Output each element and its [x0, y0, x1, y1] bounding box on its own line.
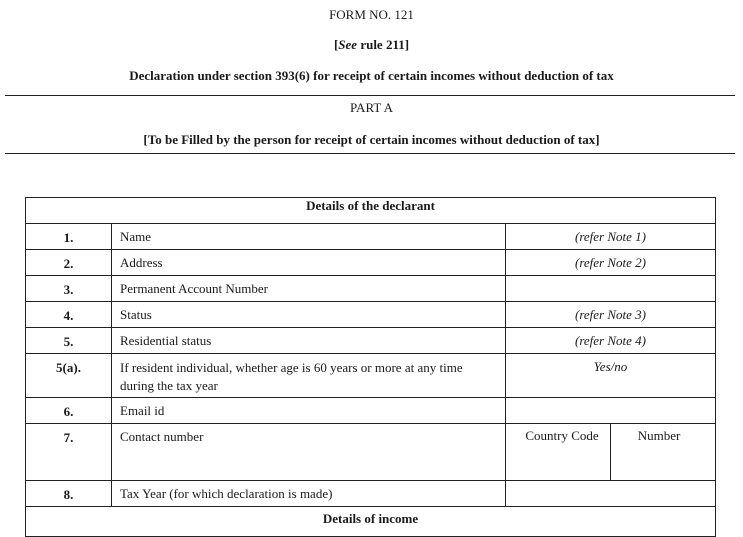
row-number: 7.: [26, 424, 112, 481]
row-note: (refer Note 1): [506, 224, 716, 250]
row-note: Yes/no: [506, 354, 716, 398]
divider-bottom: [5, 153, 735, 154]
row-label: Email id: [112, 398, 506, 424]
see-rule-prefix: See: [338, 37, 358, 52]
row-label: Name: [112, 224, 506, 250]
table-row: [26, 424, 716, 481]
country-code-label: Country Code: [514, 424, 611, 480]
table-row: [26, 481, 716, 507]
row-number: 2.: [26, 250, 112, 276]
row-note: (refer Note 4): [506, 328, 716, 354]
table-row: [26, 250, 716, 276]
declaration-title: Declaration under section 393(6) for receipt of certain incomes without deduction of tax: [129, 68, 614, 83]
row-note: [506, 398, 716, 424]
table-row: [26, 302, 716, 328]
contact-split-cell: [506, 424, 716, 481]
row-note: (refer Note 3): [506, 302, 716, 328]
row-note: [506, 481, 716, 507]
row-label: Contact number: [112, 424, 506, 481]
row-number: 5(a).: [26, 354, 112, 398]
table-row: [26, 276, 716, 302]
see-rule: [See rule 211]: [333, 37, 410, 52]
row-label: Address: [112, 250, 506, 276]
section-title: Details of the declarant: [26, 198, 716, 224]
row-number: 6.: [26, 398, 112, 424]
row-number: 3.: [26, 276, 112, 302]
table-row: [26, 328, 716, 354]
row-number: 1.: [26, 224, 112, 250]
divider-top: [5, 95, 735, 96]
declarant-table: [25, 197, 716, 537]
row-number: 5.: [26, 328, 112, 354]
row-number: 4.: [26, 302, 112, 328]
row-label: Status: [112, 302, 506, 328]
row-number: 8.: [26, 481, 112, 507]
row-label: Tax Year (for which declaration is made): [112, 481, 506, 507]
row-label: If resident individual, whether age is 60 years or more at any time during the tax year: [112, 354, 506, 398]
part-title: PART A: [350, 100, 393, 115]
row-note: (refer Note 2): [506, 250, 716, 276]
row-label: Permanent Account Number: [112, 276, 506, 302]
table-row: [26, 224, 716, 250]
form-number: FORM NO. 121: [329, 7, 414, 22]
instruction-text: [To be Filled by the person for receipt of certain incomes without deduction of tax]: [143, 132, 600, 147]
table-row: [26, 398, 716, 424]
row-label: Residential status: [112, 328, 506, 354]
footer-section-title: Details of income: [26, 507, 716, 537]
row-note: [506, 276, 716, 302]
see-rule-suffix: rule 211]: [357, 37, 410, 52]
number-label: Number: [637, 428, 681, 443]
table-row: [26, 354, 716, 398]
